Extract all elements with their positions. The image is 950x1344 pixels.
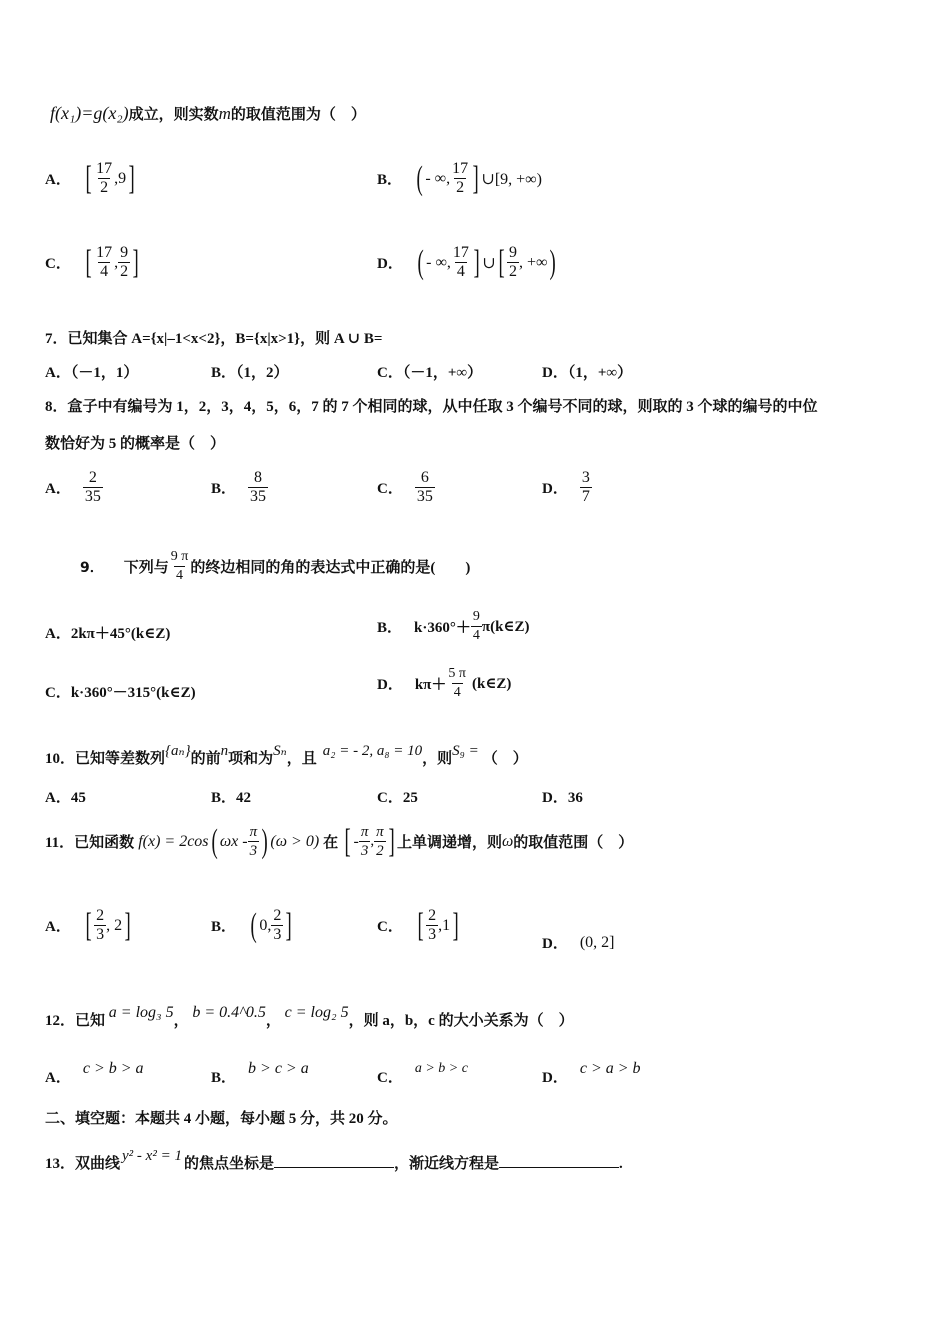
- option-text: b > c > a: [248, 1059, 309, 1077]
- q10-option-a[interactable]: A．45: [45, 790, 86, 806]
- fraction: $\frac{9 \pi}{4}$: [170, 549, 189, 583]
- q10-stem: 10．已知等差数列{aₙ}的前n项和为Sₙ，且 a₂ = - 2, a₈ = 10，则S₉ = （ ）: [45, 743, 528, 767]
- fraction: $\frac{2}{3}$: [428, 907, 437, 943]
- q12-option-c[interactable]: [377, 1050, 468, 1087]
- bracket-right: ]: [132, 243, 139, 281]
- fraction: $\frac{17}{4}$: [96, 244, 113, 280]
- option-head: - ∞,: [425, 169, 451, 187]
- q9-option-b[interactable]: [377, 608, 530, 645]
- q8-option-d[interactable]: [542, 469, 592, 506]
- q7-option-b[interactable]: B．（1，2）: [211, 365, 289, 381]
- fraction: $\frac{8}{35}$: [250, 469, 267, 505]
- q10-sequence: {aₙ}: [165, 743, 191, 759]
- option-tail: , 2: [106, 916, 123, 934]
- q13-blank-asymptote[interactable]: [499, 1153, 619, 1168]
- q8-stem-line2: 数恰好为 5 的概率是（ ）: [45, 436, 226, 452]
- fraction: $\frac{2}{3}$: [273, 907, 282, 943]
- option-tail: (k∈Z): [471, 676, 512, 692]
- paren-right: ): [261, 822, 268, 860]
- q13-stem: 13．双曲线 y² - x² = 1 的焦点坐标是 ，渐近线方程是 .: [45, 1148, 623, 1172]
- paren-left: (: [250, 906, 257, 944]
- fraction: $\frac{\pi}{2}$: [376, 824, 384, 859]
- q6-option-a[interactable]: [45, 160, 138, 197]
- fraction: $\frac{\pi}{3}$: [249, 824, 258, 859]
- option-label: A．: [45, 172, 71, 188]
- option-text: c > b > a: [82, 1059, 144, 1077]
- fraction: $\frac{\pi}{3}$: [360, 824, 369, 859]
- option-label: B．: [211, 481, 237, 497]
- q13-blank-foci[interactable]: [274, 1153, 394, 1168]
- q11-function: f(x) = 2cos: [138, 832, 209, 850]
- q12-option-a[interactable]: [45, 1050, 144, 1087]
- q10-option-b[interactable]: B．42: [211, 790, 252, 806]
- q11-stem: 11．已知函数 f(x) = 2cos ( ωx - $\frac{\pi}{3}$ ) (ω > 0) 在 [ - $\frac{\pi}{3}$ , $\frac{\pi}{2}$ ] 上单调递增，则 ω 的取值范围（ ）: [45, 822, 634, 860]
- q9-option-c[interactable]: C．k·360°－315°(k∈Z): [45, 685, 196, 701]
- q11-option-c[interactable]: [377, 907, 462, 944]
- q6-var-m: m: [218, 104, 231, 123]
- q10-option-c[interactable]: C．25: [377, 790, 418, 806]
- option-label: D．: [377, 677, 403, 693]
- bracket-left: [: [417, 906, 424, 944]
- q7-option-a[interactable]: A．（－1，1）: [45, 365, 139, 381]
- option-head: - ∞,: [426, 253, 451, 271]
- q10-option-d[interactable]: D．36: [542, 790, 583, 806]
- fraction: $\frac{17}{2}$: [96, 160, 113, 196]
- fraction: $\frac{5 \pi}{4}$: [448, 666, 466, 700]
- option-label: B．: [377, 620, 403, 636]
- bracket-right: ]: [452, 906, 459, 944]
- q12-c: c = log₂ 5: [284, 1004, 349, 1021]
- q9-stem: [80, 548, 470, 585]
- q11-condition: (ω > 0): [270, 832, 320, 850]
- option-label: C．: [377, 481, 403, 497]
- q9-number: 9．: [80, 559, 104, 576]
- paren-left: (: [211, 822, 218, 860]
- q7-option-c[interactable]: C．（－1，+∞）: [377, 365, 483, 381]
- bracket-right: ]: [388, 822, 395, 860]
- bracket-left: [: [85, 906, 92, 944]
- minus-sign: -: [353, 832, 359, 850]
- comma: ,: [114, 253, 119, 271]
- option-head: kπ＋: [414, 677, 447, 693]
- option-label: A．: [45, 481, 71, 497]
- q11-option-d[interactable]: [542, 932, 615, 953]
- q12-option-b[interactable]: [211, 1050, 309, 1087]
- fraction: $\frac{9}{2}$: [120, 244, 129, 280]
- option-label: B．: [211, 1070, 237, 1086]
- bracket-left: (: [416, 159, 423, 197]
- comma: ,: [370, 833, 375, 849]
- q6-option-c[interactable]: [45, 244, 142, 281]
- option-label: D．: [542, 481, 568, 497]
- option-head: k·360°＋: [414, 620, 471, 636]
- option-text: c > a > b: [579, 1059, 641, 1077]
- q8-stem-line1: 8．盒子中有编号为 1，2，3，4，5，6，7 的 7 个相同的球，从中任取 3 个编号不同的球，则取的 3 个球的编号的中位: [45, 399, 818, 415]
- fraction: $\frac{9}{2}$: [508, 244, 517, 280]
- q9-stem-head: 下列与: [123, 560, 169, 576]
- q9-option-d[interactable]: [377, 665, 511, 702]
- bracket-right: ]: [473, 243, 480, 281]
- q6-option-b[interactable]: [377, 160, 542, 197]
- option-text: a > b > c: [414, 1060, 468, 1076]
- bracket-right: ]: [472, 159, 479, 197]
- fraction: $\frac{17}{2}$: [452, 160, 469, 196]
- q6-stem-end: 的取值范围为（ ）: [230, 107, 366, 123]
- fraction: $\frac{9}{4}$: [472, 609, 480, 643]
- bracket-left: (: [417, 243, 424, 281]
- q9-option-a[interactable]: A．2kπ＋45°(k∈Z): [45, 626, 171, 642]
- q7-option-d[interactable]: D．（1，+∞）: [542, 365, 633, 381]
- fraction: $\frac{17}{4}$: [452, 244, 469, 280]
- option-label: D．: [377, 256, 403, 272]
- q11-option-b[interactable]: [211, 907, 295, 944]
- bracket-right: ]: [124, 906, 131, 944]
- q6-option-d[interactable]: [377, 244, 559, 281]
- option-tail: ,1: [438, 916, 451, 934]
- fraction: $\frac{2}{35}$: [84, 469, 101, 505]
- q11-option-a[interactable]: [45, 907, 134, 944]
- q11-inner: ωx -: [219, 832, 248, 850]
- union-symbol: ∪: [482, 254, 496, 272]
- q9-stem-tail: 的终边相同的角的表达式中正确的是( ): [190, 560, 471, 576]
- bracket-left: [: [344, 822, 351, 860]
- option-tail: ∪[9, +∞): [481, 170, 542, 188]
- option-tail: ,9: [114, 169, 127, 187]
- q13-equation: y² - x² = 1: [122, 1148, 182, 1164]
- q6-equation: f(x₁)=g(x₂): [50, 103, 129, 123]
- q6-stem-line: [50, 103, 366, 125]
- q10-condition: a₂ = - 2, a₈ = 10: [322, 743, 423, 759]
- option-tail: , +∞: [518, 253, 548, 271]
- q8-option-b[interactable]: [211, 469, 268, 506]
- q10-sn: Sₙ: [273, 743, 287, 759]
- option-head: 0,: [259, 916, 272, 934]
- q10-var-n: n: [220, 743, 229, 759]
- option-label: C．: [377, 919, 403, 935]
- q10-s9: S₉ =: [452, 743, 479, 759]
- q12-option-d[interactable]: [542, 1050, 641, 1087]
- q7-stem: 7．已知集合 A={x|–1<x<2}，B={x|x>1}，则 A ∪ B=: [45, 331, 383, 347]
- q6-stem-tail: 成立，则实数: [128, 107, 219, 123]
- fraction: $\frac{3}{7}$: [581, 469, 590, 505]
- bracket-left: [: [85, 243, 92, 281]
- option-label: C．: [377, 1070, 403, 1086]
- option-text: (0, 2]: [579, 933, 615, 951]
- section-heading: 二、填空题：本题共 4 小题，每小题 5 分，共 20 分。: [45, 1111, 398, 1127]
- option-label: C．: [45, 256, 71, 272]
- option-label: D．: [542, 1070, 568, 1086]
- option-label: A．: [45, 1070, 71, 1086]
- option-label: B．: [211, 919, 237, 935]
- option-label: A．: [45, 919, 71, 935]
- bracket-right: ): [549, 243, 557, 281]
- q12-a: a = log₃ 5: [108, 1004, 174, 1021]
- q8-option-a[interactable]: [45, 469, 103, 506]
- bracket-right: ]: [285, 906, 293, 944]
- fraction: $\frac{6}{35}$: [416, 469, 433, 505]
- fraction: $\frac{2}{3}$: [96, 907, 105, 943]
- bracket-right: ]: [128, 159, 135, 197]
- q12-b: b = 0.4^0.5: [192, 1004, 266, 1021]
- option-tail: π(k∈Z): [481, 619, 530, 635]
- bracket-left: [: [498, 243, 505, 281]
- q8-option-c[interactable]: [377, 469, 435, 506]
- option-label: B．: [377, 172, 403, 188]
- option-label: D．: [542, 936, 568, 952]
- q11-omega: ω: [501, 832, 514, 850]
- q12-stem: 12．已知 a = log₃ 5， b = 0.4^0.5， c = log₂ 5，则 a，b，c 的大小关系为（ ）: [45, 1004, 574, 1029]
- bracket-left: [: [85, 159, 92, 197]
